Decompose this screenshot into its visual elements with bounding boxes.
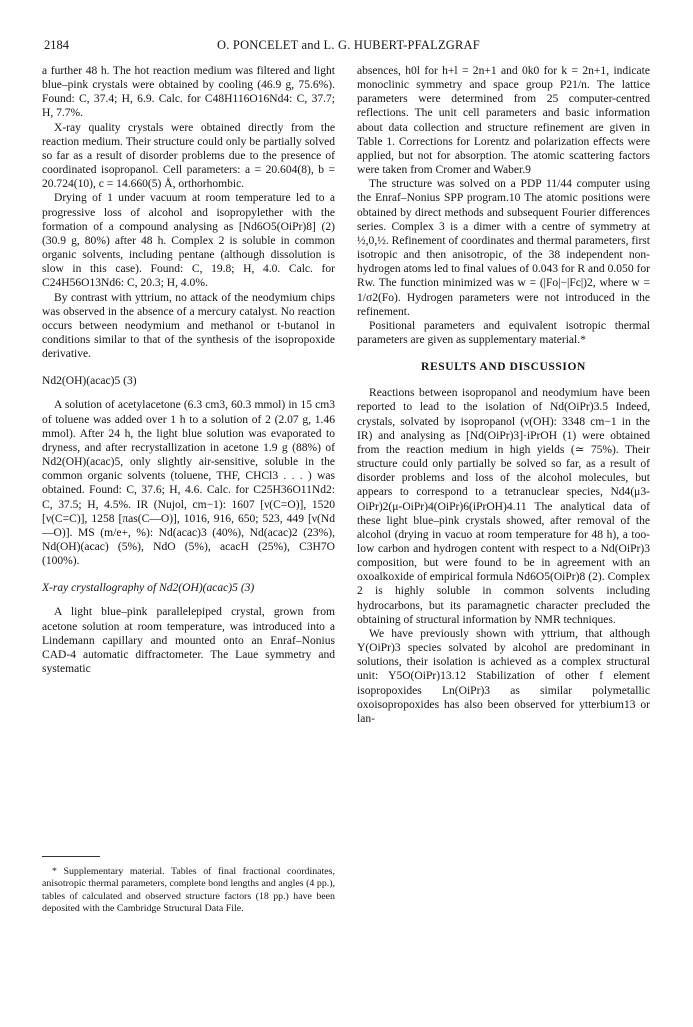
- paragraph: absences, h0l for h+l = 2n+1 and 0k0 for k = 2n+1, indicate monoclinic symmetry and space group P21/n. The lattice parameters were determined from 25 computer-centred reflections. The unit cell parameters and basic information about data collection and structure refinement are given in Table 1. Corrections for Lorentz and polarization effects were applied, but not for absorption. The atomic scattering factors were taken from Cromer and Waber.9: [357, 65, 650, 177]
- right-column: [357, 64, 650, 726]
- running-title: O. PONCELET and L. G. HUBERT-PFALZGRAF: [217, 38, 480, 52]
- paragraph: a further 48 h. The hot reaction medium was filtered and light blue–pink crystals were obtained by cooling (46.9 g, 75.6%). Found: C, 37.4; H, 6.9. Calc. for C48H116O16Nd4: C, 37.7; H, 7.7%.: [42, 65, 335, 120]
- paragraph: We have previously shown with yttrium, that although Y(OiPr)3 species solvated by alcohol are predominant in solutions, their isolation is achieved as a complex structural unit: Y5O(OiPr)13.12 Stabilization of other f element isopropoxides Ln(OiPr)3 as similar polymetallic oxoisopropoxides has also been observed for ytterbium13 or lan-: [357, 627, 650, 725]
- paragraph: By contrast with yttrium, no attack of the neodymium chips was observed in the absence of a mercury catalyst. No reaction occurs between neodymium and methanol or t-butanol in conditions similar to that of the synthesis of the isopropoxide derivative.: [42, 291, 335, 361]
- left-column: [42, 64, 335, 676]
- paragraph: A solution of acetylacetone (6.3 cm3, 60.3 mmol) in 15 cm3 of toluene was added over 1 h to a solution of 2 (2.07 g, 1.46 mmol). After 24 h, the light blue solution was evaporated to dryness, and after recrystallization in acetone 1.9 g (88%) of Nd2(OH)(acac)5, only slightly air-sensitive, soluble in the common organic solvents (toluene, THF, CHCl3 . . . ) was obtained. Found: C, 37.6; H, 4.6. Calc. for C25H36O11Nd2: C, 37.5; H, 4.5%. IR (Nujol, cm−1): 1607 [ν(C=O)], 1520 [ν(C=C)], 1258 [πas(C—O)], 1016, 916, 650; 523, 449 [ν(Nd—O)]. MS (m/e+, %): Nd(acac)3 (40%), Nd(acac)2 (23%), Nd(OH)(acac) (5%), NdO (5%), acacH (25%), C3H7O (100%).: [42, 399, 335, 568]
- paragraph: Reactions between isopropanol and neodymium have been reported to lead to the isolation of Nd(OiPr)3.5 Indeed, crystals, solvated by isopropanol (ν(OH): 3348 cm−1 in the IR) and analysing as [Nd(OiPr)3]·iPrOH (1) were obtained from the reaction medium in high yields (≃ 75%). Their structure could only partially be solved so far, as a result of disorder problems and loss of the alcohol molecules, but appears to correspond to a tetranuclear species, Nd4(μ3-OiPr)2(μ-OiPr)4(OiPr)6(iPrOH)4.11 The analytical data of these light blue–pink crystals showed, after removal of the alcohol (drying in vacuo at room temperature for 48 h), a too-low carbon and hydrogen content with respect to a Nd(OiPr)3 composition, but were found to be in agreement with an oxoalkoxide of empirical formula Nd6O5(OiPr)8 (2). Complex 2 is highly soluble in common solvents including hydrocarbons, but its paramagnetic character precluded the obtaining of structural information by NMR techniques.: [357, 387, 650, 626]
- page-number: 2184: [44, 38, 69, 52]
- subsection-heading: X-ray crystallography of Nd2(OH)(acac)5 (3): [42, 582, 255, 595]
- page-header: [44, 38, 653, 56]
- paragraph: X-ray quality crystals were obtained directly from the reaction medium. Their structure could only be partially solved so far as a result of disorder problems due to the presence of coordinated isopropanol. Cell parameters: a = 20.604(8), b = 20.724(10), c = 14.660(5) Å, orthorhombic.: [42, 121, 335, 191]
- footnote-divider: [42, 856, 100, 857]
- paragraph: Positional parameters and equivalent isotropic thermal parameters are given as supplementary material.*: [357, 319, 650, 346]
- section-heading: RESULTS AND DISCUSSION: [421, 361, 586, 374]
- paragraph: Drying of 1 under vacuum at room temperature led to a progressive loss of alcohol and isopropylether with the formation of a compound analysing as [Nd6O5(OiPr)8] (2) (30.9 g, 80%) after 48 h. Complex 2 is soluble in common organic solvents, including pentane (although dissolution is slow in this case). Found: C, 19.8; H, 4.0. Calc. for C24H56O13Nd6: C, 20.3; H, 4.0%.: [42, 192, 335, 290]
- paragraph: A light blue–pink parallelepiped crystal, grown from acetone solution at room temperature, was introduced into a Lindemann capillary and mounted onto an Enraf–Nonius CAD-4 automatic diffractometer. The Laue symmetry and systematic: [42, 606, 335, 676]
- paragraph: The structure was solved on a PDP 11/44 computer using the Enraf–Nonius SPP program.10 The atomic positions were obtained by direct methods and subsequent Fourier differences series. Complex 3 is a dimer with a centre of symmetry at ½,0,½. Refinement of coordinates and thermal parameters, first isotropic and then anisotropic, of the 38 independent non-hydrogen atoms led to final values of 0.043 for R and 0.050 for Rw. The function minimized was w = (|Fo|−|Fc|)2, where w = 1/σ2(Fo). Hydrogen parameters were not introduced in the refinement.: [357, 178, 650, 318]
- footnote: * Supplementary material. Tables of final fractional coordinates, anisotropic thermal parameters, complete bond lengths and angles (4 pp.), tables of calculated and observed structure factors (18 pp.) have been deposited with the Cambridge Structural Data File.: [42, 866, 335, 914]
- subsection-heading: Nd2(OH)(acac)5 (3): [42, 375, 137, 388]
